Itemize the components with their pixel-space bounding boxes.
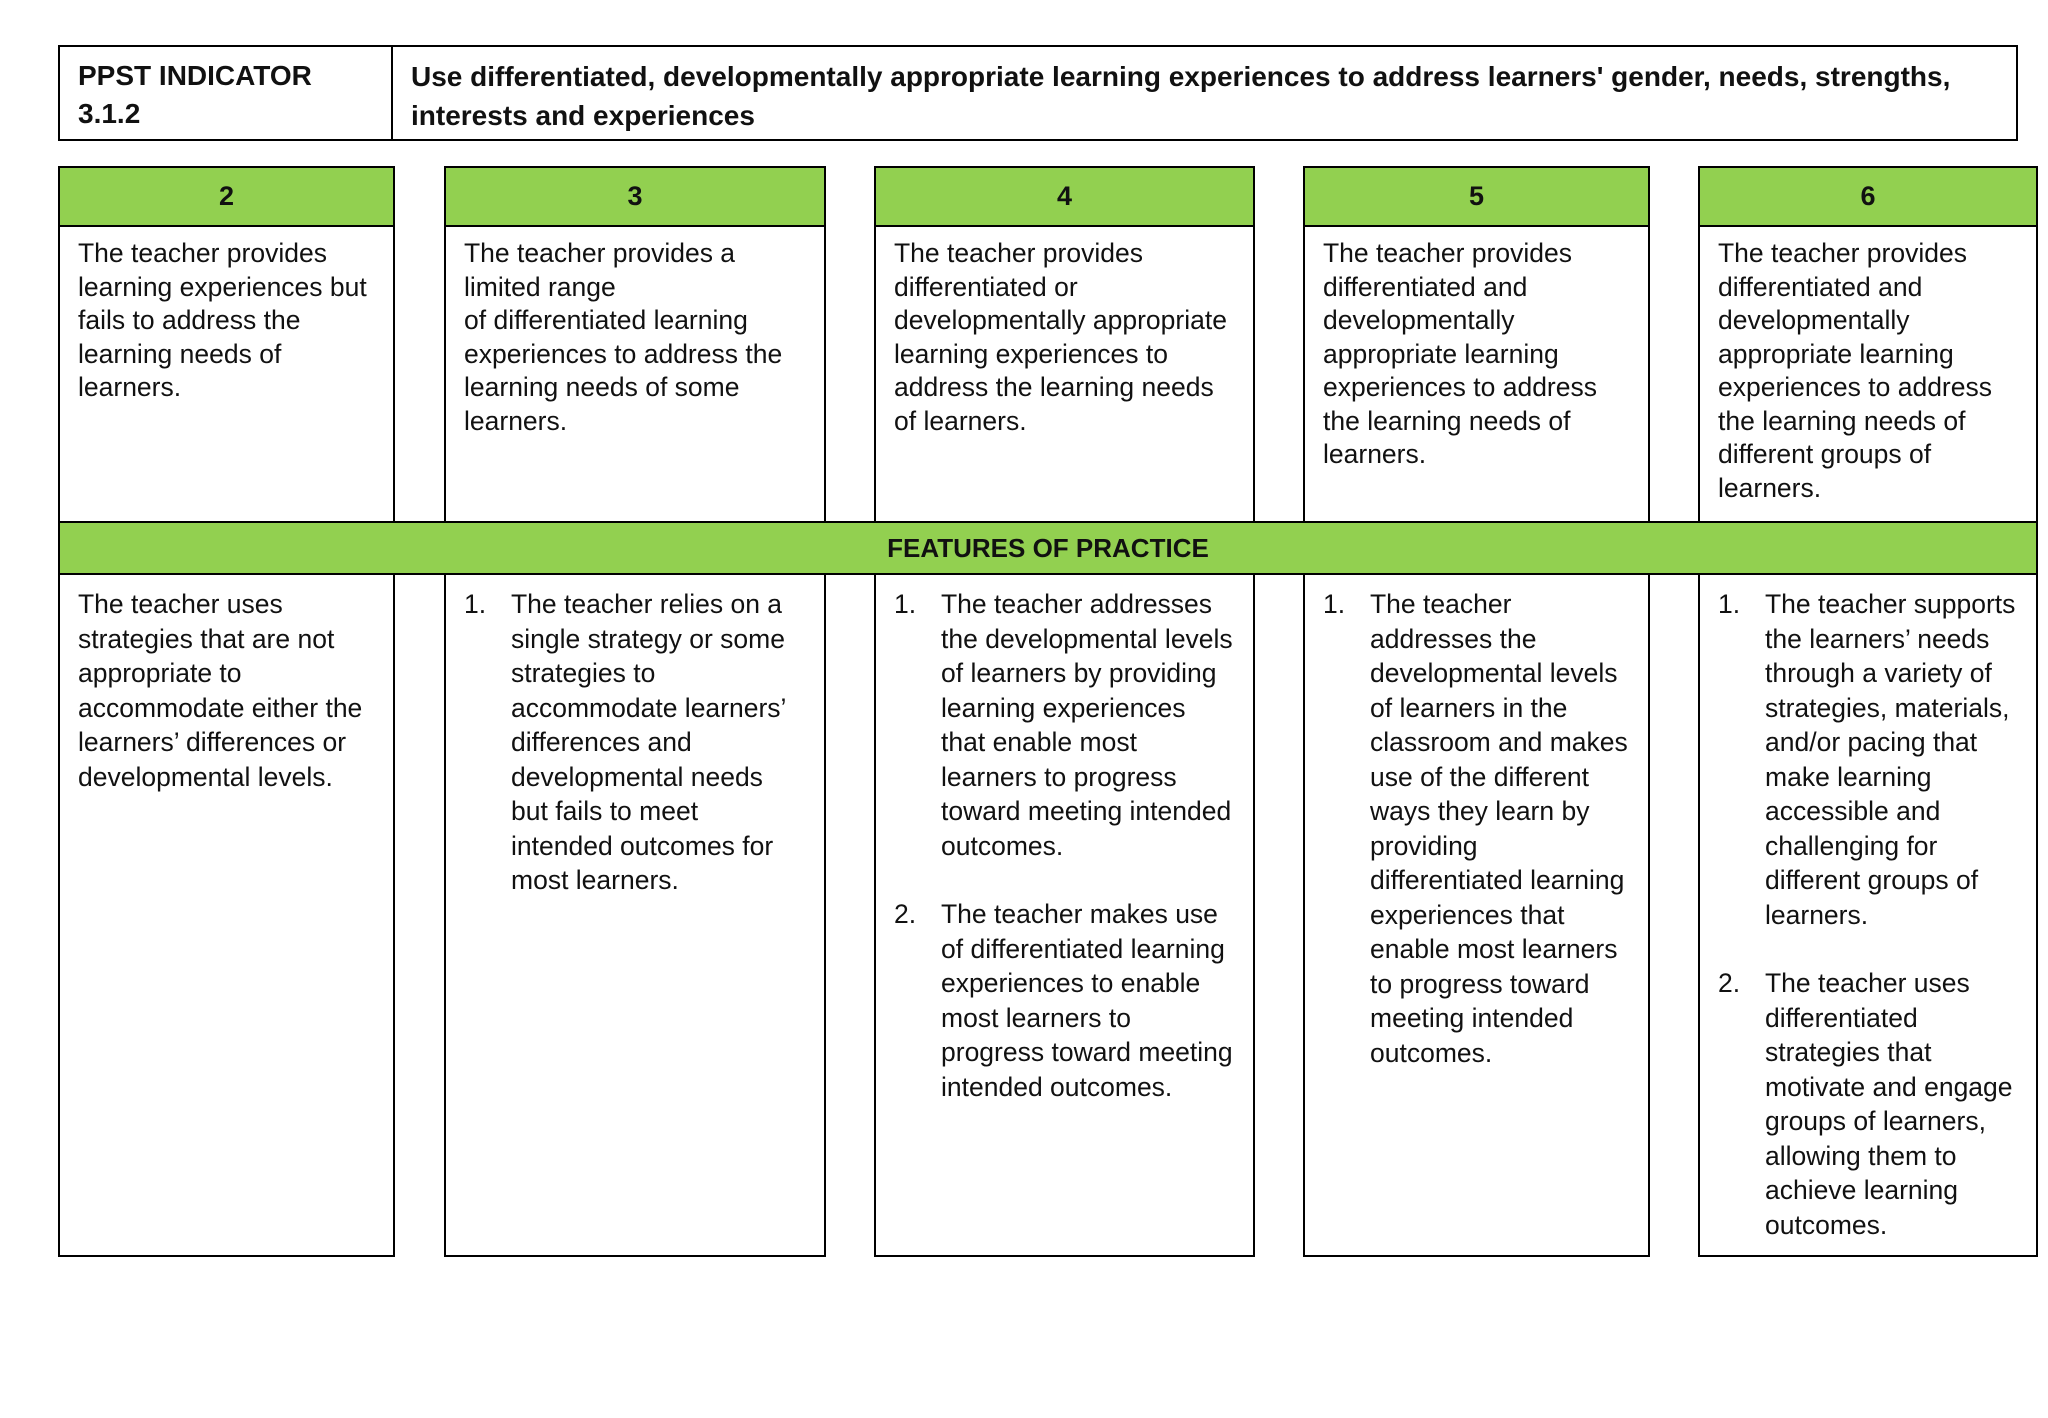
level-header: 3: [446, 168, 824, 227]
feature-item: 2. The teacher uses differentiated strategies that motivate and engage groups of learners, allowing them to achieve learning outcomes.: [1718, 968, 2013, 1240]
feature-item: 2. The teacher makes use of differentiated learning experiences to enable most learners to progress toward meeting intended outcomes.: [894, 899, 1233, 1102]
indicator-table: [58, 45, 2018, 141]
features-heading: FEATURES OF PRACTICE: [58, 521, 2038, 575]
feature-item: 1. The teacher supports the learners’ needs through a variety of strategies, materials, and/or pacing that make learning accessible and challenging for different groups of learners.: [1718, 589, 2016, 930]
level-description: The teacher provides differentiated and developmentally appropriate learning experiences to address the learning needs of learners.: [1323, 238, 1597, 469]
level-column-6: [1698, 166, 2038, 523]
level-header: 5: [1305, 168, 1648, 227]
features-column-5: [1303, 575, 1650, 1257]
feature-item: 1. The teacher addresses the developmental levels of learners in the classroom and makes use of the different ways they learn by providing differentiated learning experiences that enable most learners to progress toward meeting intended outcomes.: [1323, 589, 1628, 1068]
level-description: The teacher provides differentiated or developmentally appropriate learning experiences to address the learning needs of learners.: [894, 238, 1227, 436]
level-column-4: [874, 166, 1255, 523]
level-column-5: [1303, 166, 1650, 523]
level-column-3: [444, 166, 826, 523]
level-column-2: [58, 166, 395, 523]
level-header: 4: [876, 168, 1253, 227]
indicator-code: PPST INDICATOR 3.1.2: [60, 47, 393, 139]
features-column-3: [444, 575, 826, 1257]
level-description: The teacher provides a limited range of differentiated learning experiences to address the learning needs of some learners.: [464, 238, 783, 436]
feature-item: 1. The teacher relies on a single strategy or some strategies to accommodate learners’ differences and developmental needs but fails to meet intended outcomes for most learners.: [464, 589, 786, 895]
level-header: 2: [60, 168, 393, 227]
level-description: The teacher provides learning experiences but fails to address the learning needs of learners.: [78, 238, 367, 402]
features-column-4: [874, 575, 1255, 1257]
feature-item: 1. The teacher addresses the developmental levels of learners by providing learning experiences that enable most learners to progress toward meeting intended outcomes.: [894, 589, 1233, 861]
level-description: The teacher provides differentiated and developmentally appropriate learning experiences to address the learning needs of different groups of learners.: [1718, 238, 1992, 503]
indicator-description: Use differentiated, developmentally appropriate learning experiences to address learners' gender, needs, strengths, interests and experiences: [411, 61, 1951, 131]
feature-text: The teacher uses strategies that are not appropriate to accommodate either the learners’ differences or developmental levels.: [78, 589, 363, 792]
level-header: 6: [1700, 168, 2036, 227]
features-column-6: [1698, 575, 2038, 1257]
features-column-2: [58, 575, 395, 1257]
